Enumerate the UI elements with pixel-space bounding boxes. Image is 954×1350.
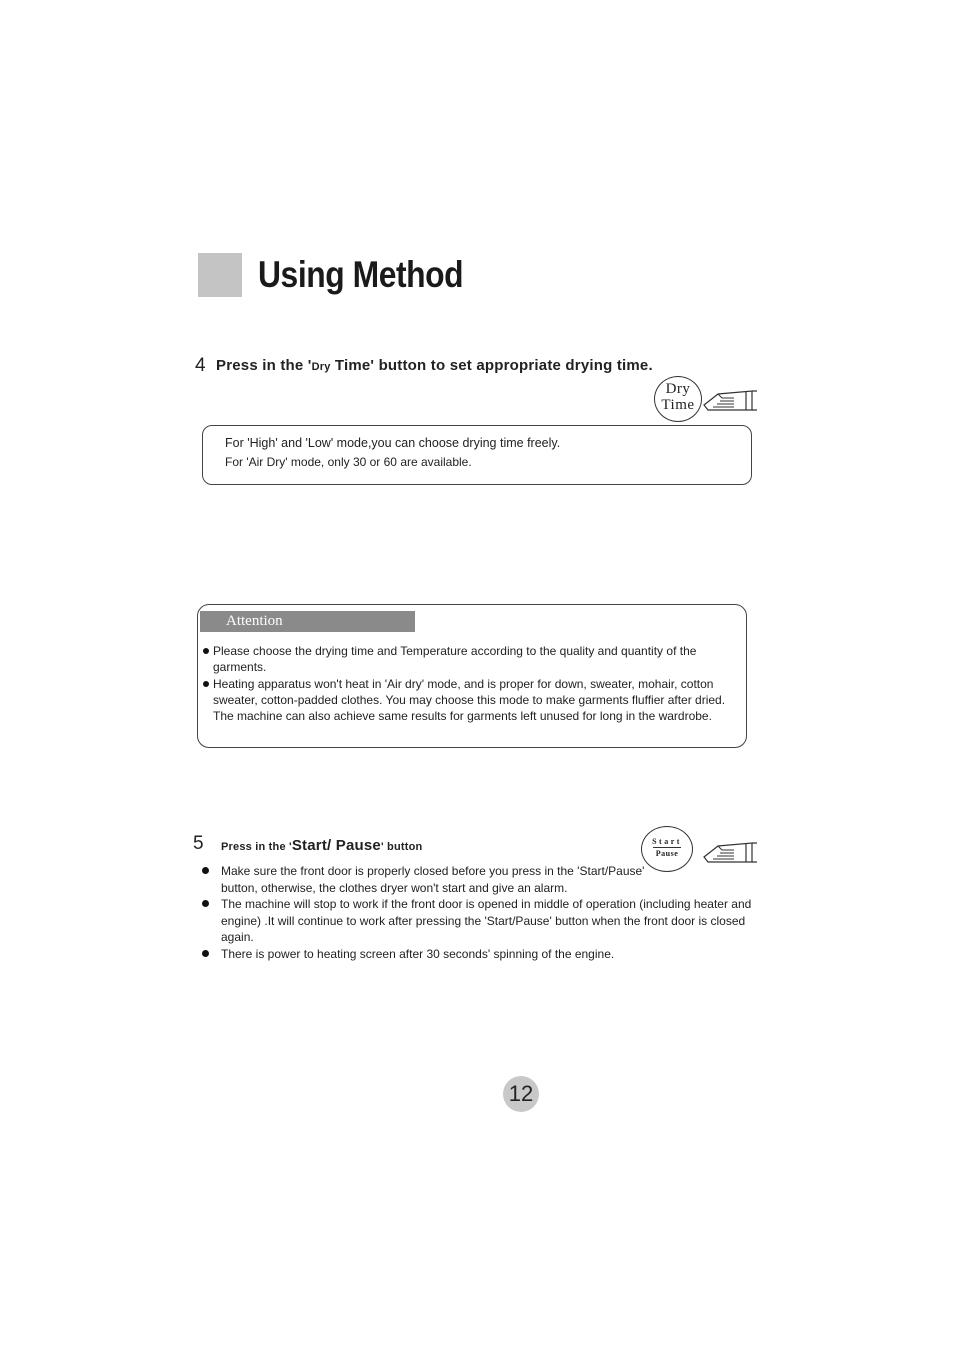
start-pause-button-line2: Pause — [655, 849, 679, 858]
attention-item-text: Heating apparatus won't heat in 'Air dry' mode, and is proper for down, sweater, mohair, cotton sweater, cotton-padded clothes. You may choose this mode to make garments fluffier after dried. The machine can also achieve same results for garments left unused for long in the wardrobe. — [213, 676, 726, 724]
attention-item — [202, 643, 747, 676]
attention-item-text: Please choose the drying time and Temperature according to the quality and quantity of the garments. — [213, 644, 697, 675]
dry-time-button-line2: Time — [661, 397, 695, 413]
step-5-heading-mid: Start/ Pause — [291, 837, 381, 854]
dry-time-button-illustration — [654, 376, 702, 422]
step-5-item — [200, 896, 760, 946]
step-5-item-text: Make sure the front door is properly closed before you press in the 'Start/Pause' button, otherwise, the clothes dryer won't start and give an alarm. — [221, 864, 645, 895]
page-title: Using Method — [258, 254, 464, 295]
note-line: For 'Air Dry' mode, only 30 or 60 are available. — [225, 455, 472, 469]
bullet-icon — [203, 681, 209, 687]
step-5-item — [200, 946, 760, 963]
step-5-item-text: There is power to heating screen after 30 seconds' spinning of the engine. — [221, 946, 615, 961]
step-5-heading-post: ' button — [380, 841, 423, 853]
title-marker — [198, 253, 242, 297]
step-4-number: 4 — [195, 355, 206, 376]
note-line: For 'High' and 'Low' mode,you can choose drying time freely. — [225, 436, 561, 450]
button-divider — [653, 847, 681, 848]
bullet-icon — [202, 900, 209, 907]
step-4-heading-post: Time' button to set appropriate drying time. — [330, 357, 653, 374]
bullet-icon — [202, 867, 209, 874]
step-5-item — [200, 863, 760, 896]
page-number: 12 — [503, 1076, 539, 1112]
step-5-heading — [221, 837, 422, 854]
attention-item — [202, 676, 747, 725]
step-4-heading-pre: Press in the ' — [216, 357, 312, 374]
step-5-list — [200, 863, 760, 963]
pointing-hand-icon — [700, 388, 758, 414]
start-pause-button-line1: Start — [652, 837, 682, 846]
dry-time-note-box — [202, 425, 752, 485]
step-4-heading-small: Dry — [311, 361, 331, 373]
attention-label: Attention — [200, 611, 415, 632]
bullet-icon — [202, 950, 209, 957]
step-4-heading — [216, 357, 653, 374]
attention-list — [202, 643, 747, 724]
bullet-icon — [203, 648, 209, 654]
dry-time-button-line1: Dry — [665, 381, 691, 397]
step-5-item-text: The machine will stop to work if the front door is opened in middle of operation (including heater and engine) .It will continue to work after pressing the 'Start/Pause' button when the front door is closed again. — [221, 897, 752, 945]
step-5-number: 5 — [193, 833, 204, 854]
step-5-heading-pre: Press in the ' — [221, 841, 292, 853]
